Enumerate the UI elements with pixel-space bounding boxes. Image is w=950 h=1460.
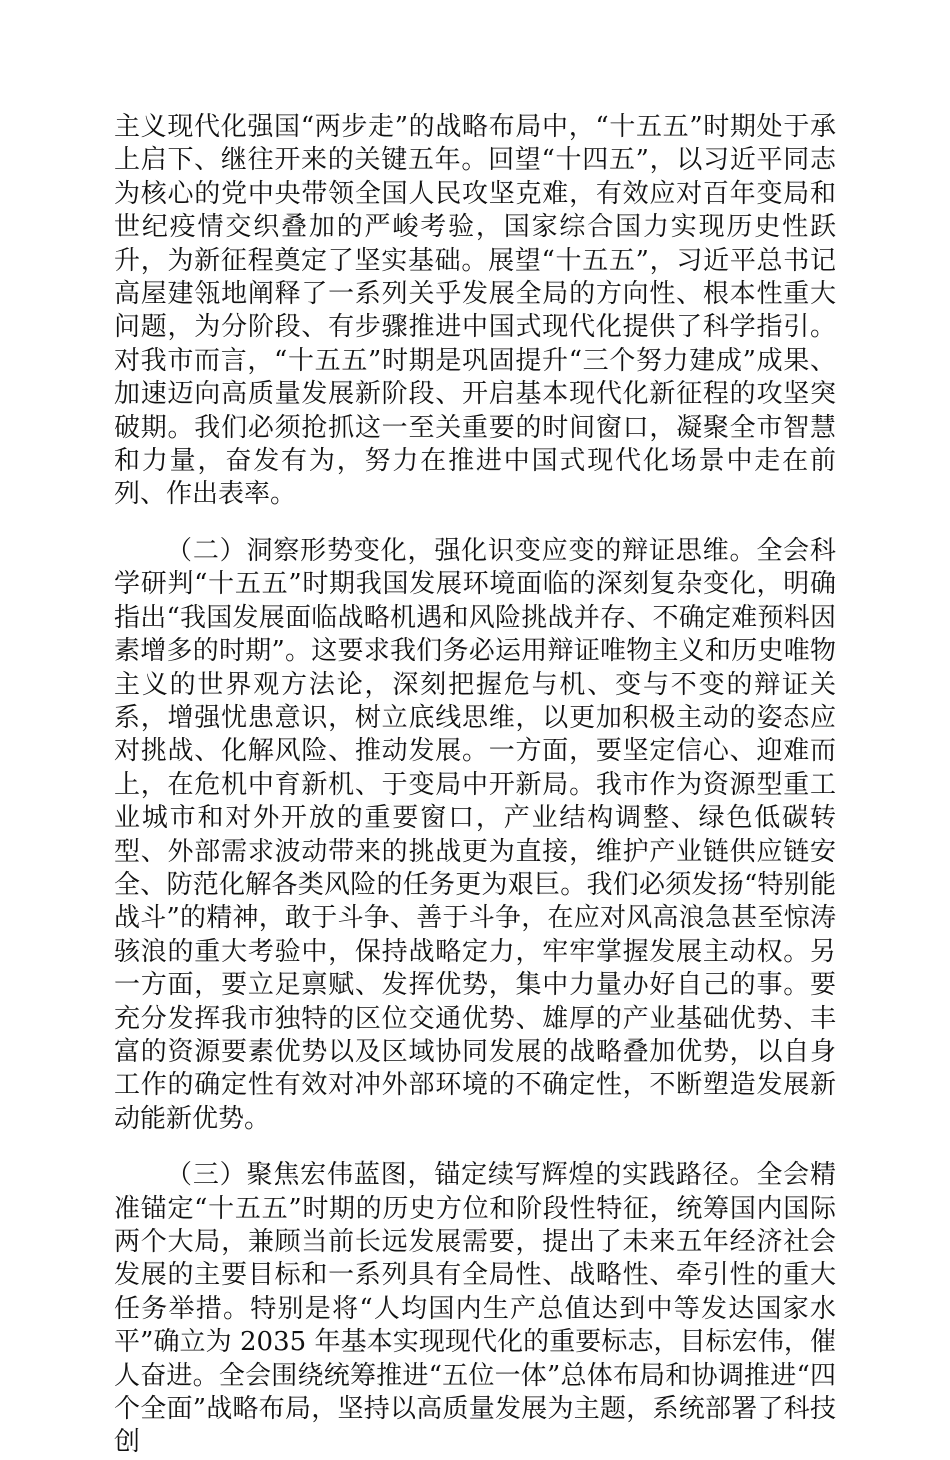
document-page — [114, 111, 836, 1460]
paragraph-2: （二）洞察形势变化，强化识变应变的辩证思维。全会科学研判“十五五”时期我国发展环境面临的深刻复杂变化，明确指出“我国发展面临战略机遇和风险挑战并存、不确定难预料因素增多的时期”。这要求我们务必运用辩证唯物主义和历史唯物主义的世界观方法论，深刻把握危与机、变与不变的辩证关系，增强忧患意识，树立底线思维，以更加积极主动的姿态应对挑战、化解风险、推动发展。一方面，要坚定信心、迎难而上，在危机中育新机、于变局中开新局。我市作为资源型重工业城市和对外开放的重要窗口，产业结构调整、绿色低碳转型、外部需求波动带来的挑战更为直接，维护产业链供应链安全、防范化解各类风险的任务更为艰巨。我们必须发扬“特别能战斗”的精神，敢于斗争、善于斗争，在应对风高浪急甚至惊涛骇浪的重大考验中，保持战略定力，牢牢掌握发展主动权。另一方面，要立足禀赋、发挥优势，集中力量办好自己的事。要充分发挥我市独特的区位交通优势、雄厚的产业基础优势、丰富的资源要素优势以及区域协同发展的战略叠加优势，以自身工作的确定性有效对冲外部环境的不确定性，不断塑造发展新动能新优势。 — [114, 535, 836, 1134]
paragraph-1: 主义现代化强国“两步走”的战略布局中，“十五五”时期处于承上启下、继往开来的关键五年。回望“十四五”，以习近平同志为核心的党中央带领全国人民攻坚克难，有效应对百年变局和世纪疫情交织叠加的严峻考验，国家综合国力实现历史性跃升，为新征程奠定了坚实基础。展望“十五五”，习近平总书记高屋建瓴地阐释了一系列关乎发展全局的方向性、根本性重大问题，为分阶段、有步骤推进中国式现代化提供了科学指引。对我市而言，“十五五”时期是巩固提升“三个努力建成”成果、加速迈向高质量发展新阶段、开启基本现代化新征程的攻坚突破期。我们必须抢抓这一至关重要的时间窗口，凝聚全市智慧和力量，奋发有为，努力在推进中国式现代化场景中走在前列、作出表率。 — [114, 112, 836, 510]
paragraph-3: （三）聚焦宏伟蓝图，锚定续写辉煌的实践路径。全会精准锚定“十五五”时期的历史方位和阶段性特征，统筹国内国际两个大局，兼顾当前长远发展需要，提出了未来五年经济社会发展的主要目标和一系列具有全局性、战略性、牵引性的重大任务举措。特别是将“人均国内生产总值达到中等发达国家水平”确立为 2035 年基本实现现代化的重要标志，目标宏伟，催人奋进。全会围绕统筹推进“五位一体”总体布局和协调推进“四个全面”战略布局，坚持以高质量发展为主题，系统部署了科技创 — [114, 1160, 836, 1458]
